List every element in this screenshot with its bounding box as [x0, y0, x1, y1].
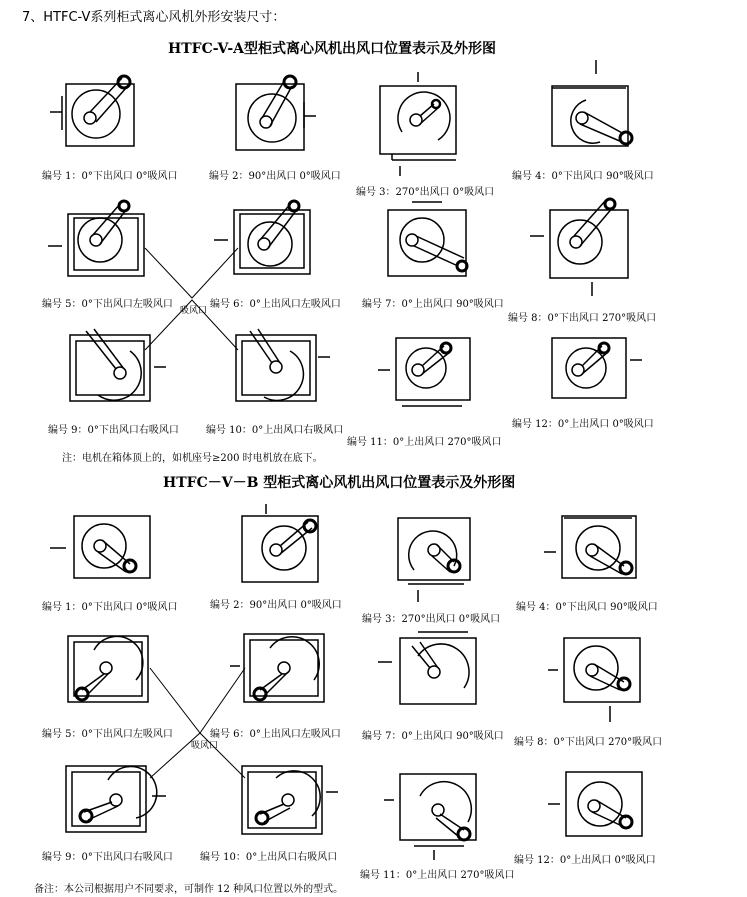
b-unit-7-diagram: [378, 626, 488, 721]
page-heading: 7、HTFC-V系列柜式离心风机外形安装尺寸：: [22, 10, 286, 25]
b-caption-9: 编号 9：0°下出风口右吸风口: [42, 852, 173, 863]
b-unit-5-diagram: [54, 630, 164, 725]
b-unit-8-diagram: [544, 630, 654, 725]
section-a-title: HTFC-V-A型柜式离心风机出风口位置表示及外形图: [168, 41, 497, 57]
section-b-title: HTFC－V－B 型柜式离心风机出风口位置表示及外形图: [163, 475, 516, 491]
a-caption-11: 编号 11：0°上出风口 270°吸风口: [347, 437, 502, 448]
a-unit-5-diagram: [48, 200, 158, 290]
a-caption-1: 编号 1：0°下出风口 0°吸风口: [42, 171, 178, 182]
a-caption-9: 编号 9：0°下出风口右吸风口: [48, 425, 179, 436]
b-caption-10: 编号 10：0°上出风口右吸风口: [200, 852, 338, 863]
b-unit-2-diagram: [222, 500, 332, 595]
a-unit-4-diagram: [536, 60, 646, 160]
b-caption-12: 编号 12：0°上出风口 0°吸风口: [514, 855, 656, 866]
a-caption-6: 编号 6：0°上出风口左吸风口: [210, 299, 341, 310]
a-unit-11-diagram: [378, 326, 488, 426]
a-unit-7-diagram: [372, 196, 482, 286]
section-a-note: 注：电机在箱体顶上的，如机座号≥200 时电机放在底下。: [62, 453, 323, 464]
a-caption-4: 编号 4：0°下出风口 90°吸风口: [512, 171, 654, 182]
a-caption-8: 编号 8：0°下出风口 270°吸风口: [508, 313, 657, 324]
b-connector-label: 吸风口: [191, 741, 219, 751]
b-caption-6: 编号 6：0°上出风口左吸风口: [210, 729, 341, 740]
b-caption-11: 编号 11：0°上出风口 270°吸风口: [360, 870, 515, 881]
b-caption-2: 编号 2：90°出风口 0°吸风口: [210, 600, 342, 611]
a-caption-2: 编号 2：90°出风口 0°吸风口: [209, 171, 341, 182]
b-caption-3: 编号 3：270°出风口 0°吸风口: [362, 614, 501, 625]
b-caption-8: 编号 8：0°下出风口 270°吸风口: [514, 737, 663, 748]
b-unit-4-diagram: [544, 508, 654, 598]
b-unit-1-diagram: [40, 508, 160, 598]
a-unit-12-diagram: [536, 330, 646, 410]
section-b-note: 备注：本公司根据用户不同要求，可制作 12 种风口位置以外的型式。: [34, 884, 344, 895]
a-caption-12: 编号 12：0°上出风口 0°吸风口: [512, 419, 654, 430]
b-unit-6-diagram: [230, 628, 340, 723]
a-unit-1-diagram: [40, 72, 150, 162]
b-caption-5: 编号 5：0°下出风口左吸风口: [42, 729, 173, 740]
a-unit-10-diagram: [220, 325, 330, 415]
a-unit-2-diagram: [200, 72, 320, 162]
b-caption-1: 编号 1：0°下出风口 0°吸风口: [42, 602, 178, 613]
b-unit-11-diagram: [380, 766, 490, 861]
b-unit-10-diagram: [232, 762, 342, 847]
b-unit-3-diagram: [384, 510, 494, 610]
b-caption-4: 编号 4：0°下出风口 90°吸风口: [516, 602, 658, 613]
a-unit-3-diagram: [362, 72, 472, 182]
a-caption-5: 编号 5：0°下出风口左吸风口: [42, 299, 173, 310]
b-unit-12-diagram: [544, 764, 654, 849]
b-unit-9-diagram: [60, 762, 170, 847]
a-unit-6-diagram: [214, 200, 324, 290]
b-caption-7: 编号 7：0°上出风口 90°吸风口: [362, 731, 504, 742]
a-caption-10: 编号 10：0°上出风口右吸风口: [206, 425, 344, 436]
a-unit-8-diagram: [530, 196, 640, 306]
a-caption-7: 编号 7：0°上出风口 90°吸风口: [362, 299, 504, 310]
a-caption-3: 编号 3：270°出风口 0°吸风口: [356, 187, 495, 198]
a-connector-label: 吸风口: [180, 306, 208, 316]
a-unit-9-diagram: [58, 325, 168, 415]
